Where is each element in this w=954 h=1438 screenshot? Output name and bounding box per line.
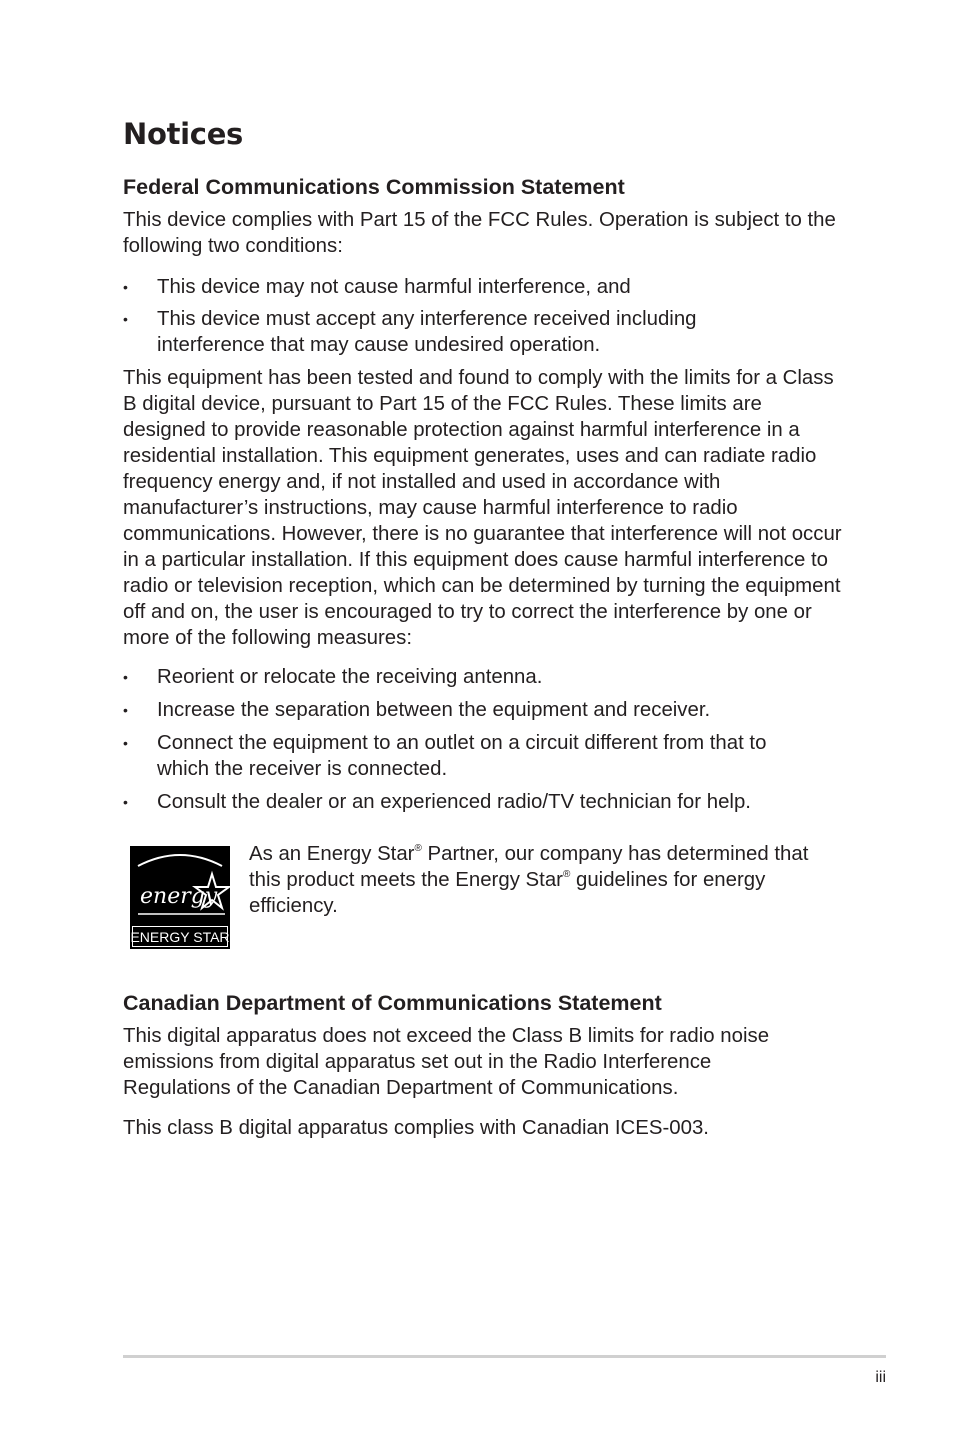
list-item [123, 697, 853, 723]
list-item [123, 274, 853, 300]
canada-para-1: This digital apparatus does not exceed the Class B limits for radio noise emissions from digital apparatus set out in the Radio Interference Regulations of the Canadian Department of Communications. [123, 1025, 770, 1099]
bullet-marker: • [123, 702, 128, 718]
list-item [123, 664, 853, 690]
energy-star-label: ENERGY STAR [130, 929, 230, 945]
energy-star-statement [249, 841, 839, 919]
fcc-measure-3: Connect the equipment to an outlet on a circuit different from that to which the receiver is connected. [157, 732, 767, 780]
energy-star-script: energy [140, 884, 218, 909]
energy-star-text-2: Partner, our company has determined that this product meets the Energy Star [249, 843, 809, 891]
list-item [123, 789, 853, 815]
canada-para-2: This class B digital apparatus complies with Canadian ICES-003. [123, 1117, 709, 1139]
energy-star-logo [130, 846, 230, 949]
bullet-marker: • [123, 794, 128, 810]
bullet-marker: • [123, 311, 128, 327]
list-item [123, 306, 763, 358]
fcc-body: This equipment has been tested and found to comply with the limits for a Class B digital device, pursuant to Part 15 of the FCC Rules. These limits are designed to provide reasonable protection against harmful interference in a residential installation. This equipment generates, uses and can radiate radio frequency energy and, if not installed and used in accordance with manufacturer’s instructions, may cause harmful interference to radio communications. However, there is no guarantee that interference will not occur in a particular installation. If this equipment does cause harmful interference to radio or television reception, which can be determined by turning the equipment off and on, the user is encouraged to try to correct the interference by one or more of the following measures: [123, 367, 842, 649]
page-number: iii [875, 1369, 886, 1386]
registered-mark: ® [414, 843, 422, 854]
bullet-marker: • [123, 735, 128, 751]
fcc-condition-2: This device must accept any interference received including interference that may cause undesired operation. [157, 308, 697, 356]
energy-star-text-1: As an Energy Star [249, 843, 415, 865]
canada-heading: Canadian Department of Communications Statement [123, 991, 662, 1015]
fcc-heading: Federal Communications Commission Statement [123, 175, 625, 199]
fcc-intro: This device complies with Part 15 of the FCC Rules. Operation is subject to the following two conditions: [123, 209, 836, 257]
fcc-measure-4: Consult the dealer or an experienced radio/TV technician for help. [157, 791, 751, 813]
footer-divider [123, 1355, 886, 1358]
bullet-marker: • [123, 279, 128, 295]
list-item [123, 730, 823, 782]
fcc-measure-2: Increase the separation between the equipment and receiver. [157, 699, 711, 721]
page-title: Notices [123, 117, 244, 151]
fcc-measure-1: Reorient or relocate the receiving antenna. [157, 666, 543, 688]
energy-star-icon [130, 846, 230, 949]
bullet-marker: • [123, 669, 128, 685]
energy-star-text-3: guidelines for energy efficiency. [249, 869, 766, 917]
registered-mark: ® [562, 869, 571, 880]
fcc-condition-1: This device may not cause harmful interference, and [157, 276, 631, 298]
